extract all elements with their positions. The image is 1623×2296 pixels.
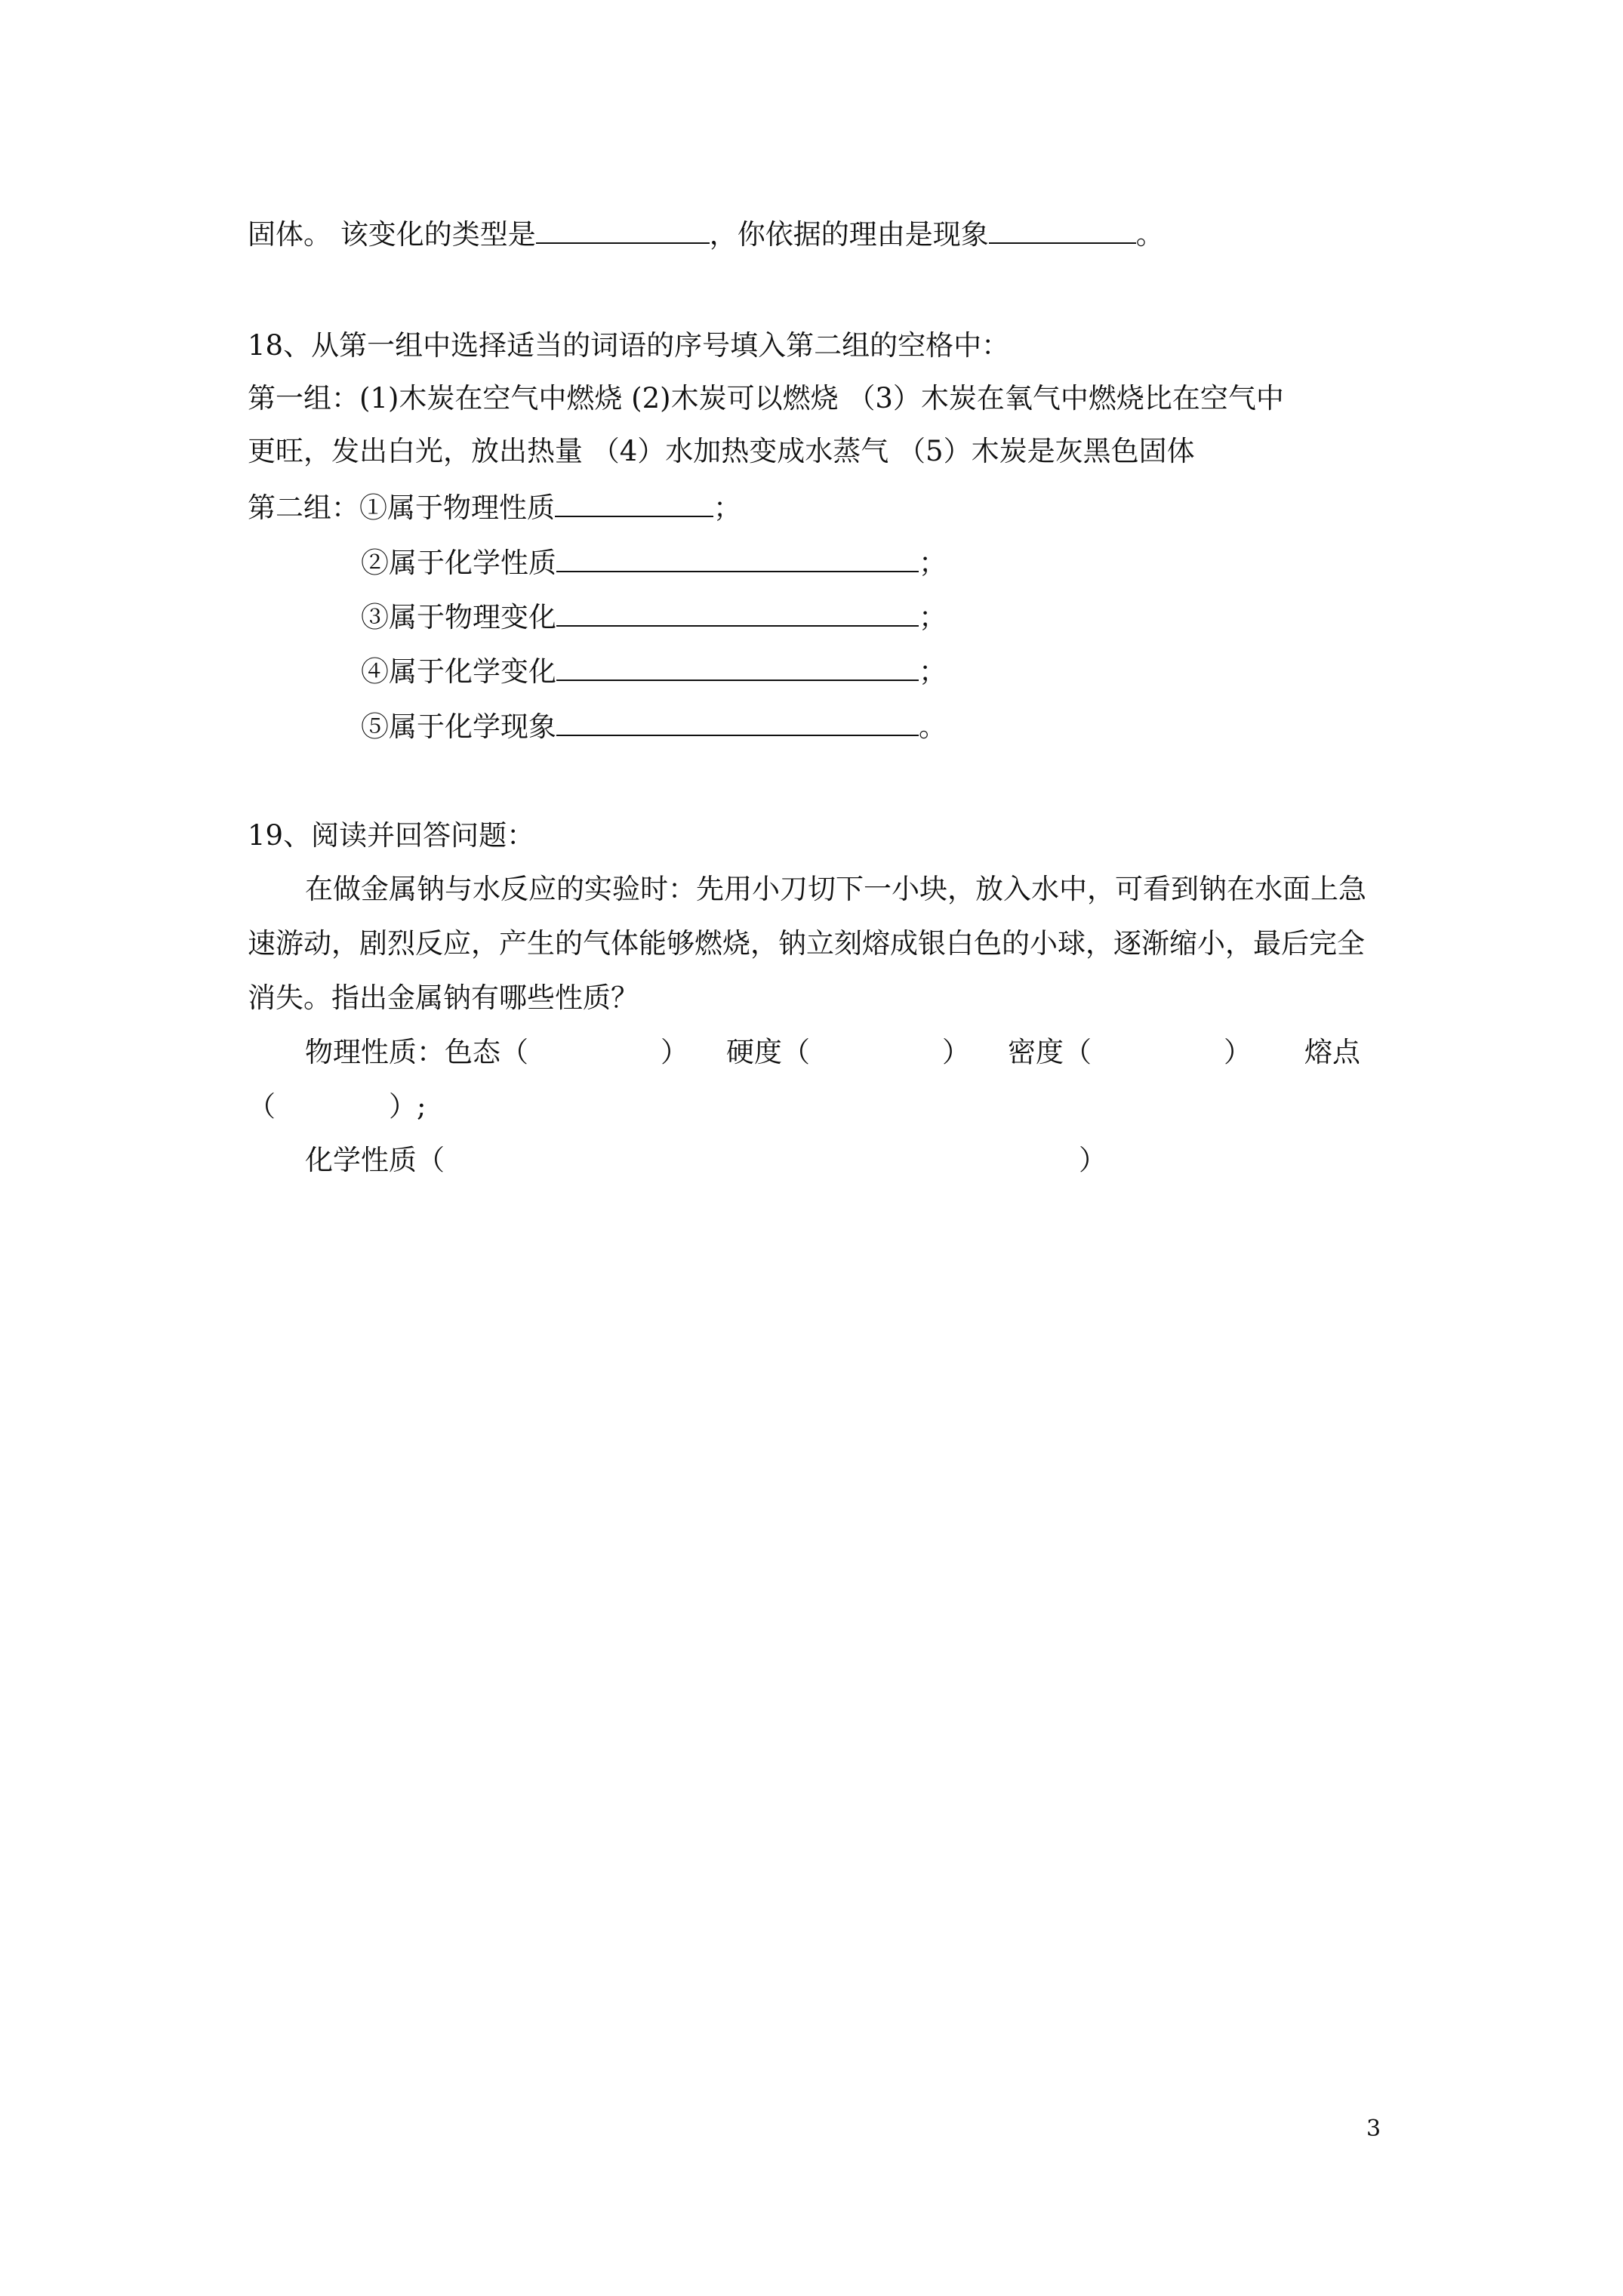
q18-item4-label: ④属于化学变化 (361, 655, 556, 688)
q19-close-paren-3: ） (1224, 1036, 1252, 1068)
q18-item1-label: ①属于物理性质 (359, 492, 555, 524)
q18-item1-end: ； (713, 492, 741, 524)
q19-hardness-label: 硬度（ (726, 1036, 810, 1068)
q17-answer-blank-1[interactable] (536, 214, 710, 244)
q19-open-paren: （ (248, 1090, 276, 1123)
q18-group2-prefix: 第二组： (248, 492, 359, 524)
q19-density-label: 密度（ (1008, 1036, 1092, 1068)
q19-paragraph-line1: 在做金属钠与水反应的实验时：先用小刀切下一小块，放入水中，可看到钠在水面上急 (305, 873, 1366, 905)
q17-answer-blank-2[interactable] (989, 214, 1136, 244)
q18-item2-label: ②属于化学性质 (361, 547, 556, 579)
q18-item3-blank[interactable] (556, 596, 919, 627)
q19-melting-label: 熔点 (1304, 1036, 1360, 1068)
q19-title: 19、阅读并回答问题： (248, 819, 535, 852)
q17-tail-line (248, 214, 1164, 254)
q19-physical-line (305, 1034, 1360, 1071)
q19-close-semicolon: ）; (389, 1090, 427, 1123)
q18-item5-blank[interactable] (556, 706, 919, 736)
q18-group1-line2: 更旺，发出白光，放出热量 （4）水加热变成水蒸气 （5）木炭是灰黑色固体 (248, 435, 1195, 467)
q18-group2-item1 (248, 487, 741, 527)
page-number: 3 (1366, 2116, 1381, 2142)
q18-group2-item4 (361, 651, 947, 691)
q18-item4-blank[interactable] (556, 651, 919, 681)
q18-group2-item5 (361, 706, 947, 746)
q19-paragraph-line3: 消失。指出金属钠有哪些性质？ (248, 982, 639, 1014)
q18-group2-item3 (361, 596, 947, 636)
q19-physical-label: 物理性质：色态（ (305, 1036, 528, 1068)
q19-close-paren-2: ） (942, 1036, 970, 1068)
q19-melting-line (248, 1088, 426, 1126)
q18-item3-label: ③属于物理变化 (361, 601, 556, 633)
q18-item4-end: ； (919, 655, 947, 688)
q17-text-part2: ，你依据的理由是现象 (709, 218, 989, 251)
q18-item2-blank[interactable] (556, 542, 919, 572)
q19-chemical-label: 化学性质（ (305, 1144, 445, 1176)
q19-close-paren-4: ） (1079, 1144, 1107, 1176)
q18-item2-end: ； (919, 547, 947, 579)
q18-title: 18、从第一组中选择适当的词语的序号填入第二组的空格中： (248, 329, 1010, 362)
q18-item5-end: 。 (919, 710, 947, 743)
q18-item5-label: ⑤属于化学现象 (361, 710, 556, 743)
q19-close-paren-1: ） (661, 1036, 688, 1068)
q18-item1-blank[interactable] (555, 487, 713, 517)
q19-chemical-line (305, 1142, 1107, 1179)
q18-group1-line1: 第一组：(1)木炭在空气中燃烧 (2)木炭可以燃烧 （3）木炭在氧气中燃烧比在空气中 (248, 382, 1284, 415)
q17-text-part1: 固体。 该变化的类型是 (248, 218, 536, 251)
q19-paragraph-line2: 速游动，剧烈反应，产生的气体能够燃烧，钠立刻熔成银白色的小球，逐渐缩小，最后完全 (248, 927, 1365, 960)
q18-item3-end: ； (919, 601, 947, 633)
q18-group2-item2 (361, 542, 947, 582)
q17-text-part3: 。 (1135, 218, 1164, 251)
